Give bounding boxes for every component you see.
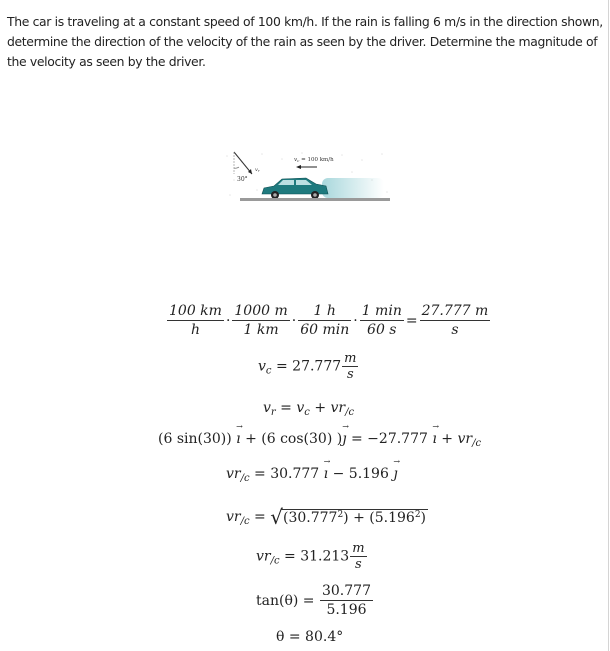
tangent-equation: tan(θ) = $\frac{30.777}{5.196}$ (256, 583, 371, 618)
magnitude-result: $vr_{/c} = 31.213$ $\frac{m}{s}$ (256, 541, 365, 572)
svg-text:vr: $v_r$ (255, 167, 260, 173)
angle-result: θ = 80.4° (276, 629, 344, 645)
svg-text:30°: 30° (237, 176, 248, 183)
component-equation: (6 sin(30)) → ı + (6 cos(30) )→ ȷ = −27.777 → ı + $vr_{/c}$ (158, 431, 481, 449)
unit-conversion-equation: $\frac{100 km}{h}$ · $\frac{1000 m}{1 km}$ · $\frac{1 h}{60 \min}$ · $\frac{1 \min}{60 s}$ = $\frac{27.777 m}{s}$ (169, 303, 489, 338)
problem-statement: The car is traveling at a constant speed of 100 km/h. If the rain is falling 6 m/s in the direction shown, determine the direction of the velocity of the rain as seen by the driver. Determine the magnitude of the velocity as seen by the driver. (7, 14, 603, 69)
car-rain-figure (222, 150, 392, 214)
car-rain-illustration (222, 150, 392, 214)
magnitude-expression: $vr_{/c} = √(30.777^2) + (5.196^2)$ (226, 505, 427, 529)
relative-velocity-equation: $v_r = v_c + vr_{/c}$ (263, 400, 355, 418)
relative-velocity-components: $vr_{/c} = 30.777$ → ı − 5.196 → ȷ (226, 466, 398, 484)
road-ground (240, 198, 390, 201)
svg-text:vc = 100 km/h: vc = 100 km/h (294, 157, 334, 163)
car-body (262, 178, 328, 194)
car-velocity-equation: $v_c = 27.777$ $\frac{m}{s}$ (258, 351, 357, 382)
